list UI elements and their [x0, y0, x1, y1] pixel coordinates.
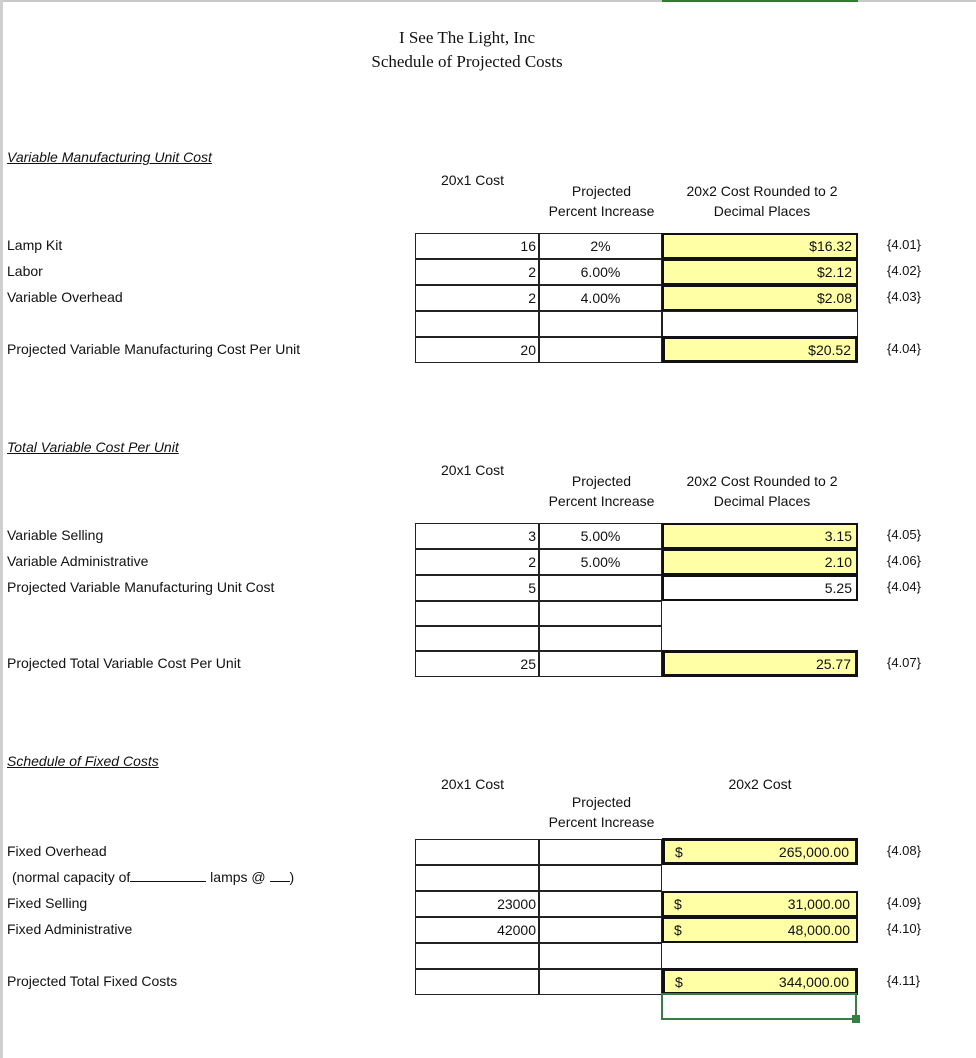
cell-value: 31,000.00 [787, 896, 850, 912]
cell-cost-proj-var-mfg-unit-cost[interactable]: 5 [415, 575, 539, 601]
cell-blank[interactable] [415, 865, 539, 891]
cell-cost-variable-administrative[interactable]: 2 [415, 549, 539, 575]
cell-blank[interactable] [415, 943, 539, 969]
cell-cost-lamp-kit[interactable]: 16 [415, 233, 539, 259]
cell-blank[interactable] [415, 625, 539, 651]
cell-proj-variable-administrative[interactable]: 2.10 [662, 549, 858, 575]
row-label-variable-overhead: Variable Overhead [7, 289, 123, 305]
cell-pct-variable-selling[interactable]: 5.00% [539, 523, 662, 549]
col-header-decimal-places: Decimal Places [713, 493, 811, 509]
ref-4-04: {4.04} [887, 579, 921, 594]
lamps-blank[interactable] [130, 869, 206, 882]
cell-proj-variable-selling[interactable]: 3.15 [662, 523, 858, 549]
cell-proj-total-var[interactable]: 25.77 [662, 650, 858, 677]
cell-value: 265,000.00 [778, 844, 849, 860]
cell-cost-var-mfg-total[interactable]: 20 [415, 337, 539, 363]
ref-4-10: {4.10} [887, 921, 921, 936]
cell-pct-total-fixed[interactable] [539, 969, 662, 995]
cell-cost-total-fixed[interactable] [415, 969, 539, 995]
col-header-20x2-cost: 20x2 Cost Rounded to 2 [686, 183, 838, 199]
col-header-percent-increase: Percent Increase [548, 493, 655, 509]
cell-blank[interactable] [539, 865, 662, 891]
ref-4-05: {4.05} [887, 527, 921, 542]
ref-4-03: {4.03} [887, 289, 921, 304]
cell-proj-fixed-overhead[interactable] [662, 838, 858, 865]
cell-value: 48,000.00 [787, 922, 850, 938]
cell-pct-var-mfg-total[interactable] [539, 337, 662, 363]
close-paren: ) [289, 869, 295, 885]
row-label-proj-total-fixed: Projected Total Fixed Costs [7, 973, 178, 989]
ref-4-11: {4.11} [887, 973, 921, 988]
selected-cell[interactable] [661, 993, 857, 1020]
ref-4-07: {4.07} [887, 655, 921, 670]
cell-proj-fixed-administrative[interactable] [662, 917, 858, 943]
cell-blank[interactable] [415, 311, 539, 337]
cell-pct-lamp-kit[interactable]: 2% [539, 233, 662, 259]
row-label-fixed-administrative: Fixed Administrative [7, 921, 133, 937]
col-header-projected: Projected [571, 473, 632, 489]
cell-pct-fixed-selling[interactable] [539, 891, 662, 917]
col-header-20x1-cost: 20x1 Cost [441, 462, 505, 478]
currency-symbol: $ [675, 844, 683, 860]
col-header-20x2-cost: 20x2 Cost [728, 776, 792, 792]
ref-4-06: {4.06} [887, 553, 921, 568]
ref-4-08: {4.08} [887, 843, 921, 858]
row-label-proj-var-mfg-unit-cost: Projected Variable Manufacturing Unit Cost [7, 579, 275, 595]
col-header-percent-increase: Percent Increase [548, 814, 655, 830]
col-header-percent-increase: Percent Increase [548, 203, 655, 219]
cell-pct-variable-overhead[interactable]: 4.00% [539, 285, 662, 311]
row-label-normal-capacity [12, 869, 294, 885]
currency-symbol: $ [674, 896, 682, 912]
cell-value: 344,000.00 [778, 974, 849, 990]
cell-proj-var-mfg-unit-cost[interactable]: 5.25 [662, 575, 858, 601]
cell-blank[interactable] [539, 943, 662, 969]
section-title-fixed: Schedule of Fixed Costs [7, 753, 159, 769]
cell-pct-fixed-administrative[interactable] [539, 917, 662, 943]
cell-proj-var-mfg-total[interactable]: $20.52 [662, 336, 858, 363]
normal-capacity-text: (normal capacity of [12, 869, 131, 885]
currency-symbol: $ [675, 974, 683, 990]
cell-blank[interactable] [415, 601, 539, 627]
col-header-20x2-cost: 20x2 Cost Rounded to 2 [686, 473, 838, 489]
col-header-projected: Projected [571, 794, 632, 810]
cell-cost-labor[interactable]: 2 [415, 259, 539, 285]
cell-cost-fixed-administrative[interactable]: 42000 [415, 917, 539, 943]
fill-handle[interactable] [852, 1015, 860, 1023]
currency-symbol: $ [674, 922, 682, 938]
cell-cost-total-var[interactable]: 25 [415, 651, 539, 677]
cell-blank[interactable] [539, 311, 662, 337]
rate-blank[interactable] [270, 869, 290, 882]
ref-4-01: {4.01} [887, 237, 921, 252]
section-title-var-mfg: Variable Manufacturing Unit Cost [7, 149, 212, 165]
row-label-proj-var-mfg-total: Projected Variable Manufacturing Cost Per Unit [7, 341, 301, 357]
row-label-labor: Labor [7, 263, 43, 279]
section-title-total-var: Total Variable Cost Per Unit [7, 439, 179, 455]
page-title: Schedule of Projected Costs [371, 52, 563, 71]
row-label-proj-total-var: Projected Total Variable Cost Per Unit [7, 655, 241, 671]
cell-proj-total-fixed[interactable] [662, 968, 858, 995]
ref-4-04: {4.04} [887, 341, 921, 356]
cell-cost-variable-overhead[interactable]: 2 [415, 285, 539, 311]
company-name: I See The Light, Inc [398, 28, 536, 47]
cell-pct-variable-administrative[interactable]: 5.00% [539, 549, 662, 575]
cell-proj-fixed-selling[interactable] [662, 891, 858, 917]
row-label-fixed-overhead: Fixed Overhead [7, 843, 107, 859]
cell-proj-labor[interactable]: $2.12 [662, 259, 858, 285]
active-column-indicator [662, 0, 858, 2]
cell-proj-variable-overhead[interactable]: $2.08 [662, 285, 858, 311]
cell-pct-labor[interactable]: 6.00% [539, 259, 662, 285]
lamps-at-text: lamps @ [210, 869, 266, 885]
cell-pct-proj-var-mfg-unit-cost[interactable] [539, 575, 662, 601]
ref-4-09: {4.09} [887, 895, 921, 910]
cell-cost-fixed-overhead[interactable] [415, 839, 539, 865]
col-header-projected: Projected [571, 183, 632, 199]
ref-4-02: {4.02} [887, 263, 921, 278]
cell-pct-fixed-overhead[interactable] [539, 839, 662, 865]
cell-blank[interactable] [539, 625, 662, 651]
cell-blank[interactable] [662, 311, 858, 337]
row-label-fixed-selling: Fixed Selling [7, 895, 88, 911]
col-header-20x1-cost: 20x1 Cost [441, 776, 505, 792]
cell-cost-variable-selling[interactable]: 3 [415, 523, 539, 549]
cell-cost-fixed-selling[interactable]: 23000 [415, 891, 539, 917]
col-header-decimal-places: Decimal Places [713, 203, 811, 219]
row-label-variable-selling: Variable Selling [7, 527, 104, 543]
row-label-lamp-kit: Lamp Kit [7, 237, 63, 253]
cell-blank[interactable] [539, 601, 662, 627]
row-label-variable-administrative: Variable Administrative [7, 553, 149, 569]
col-header-20x1-cost: 20x1 Cost [441, 172, 505, 188]
sheet-left-border [0, 0, 3, 1058]
cell-proj-lamp-kit[interactable]: $16.32 [662, 233, 858, 259]
cell-pct-total-var[interactable] [539, 651, 662, 677]
